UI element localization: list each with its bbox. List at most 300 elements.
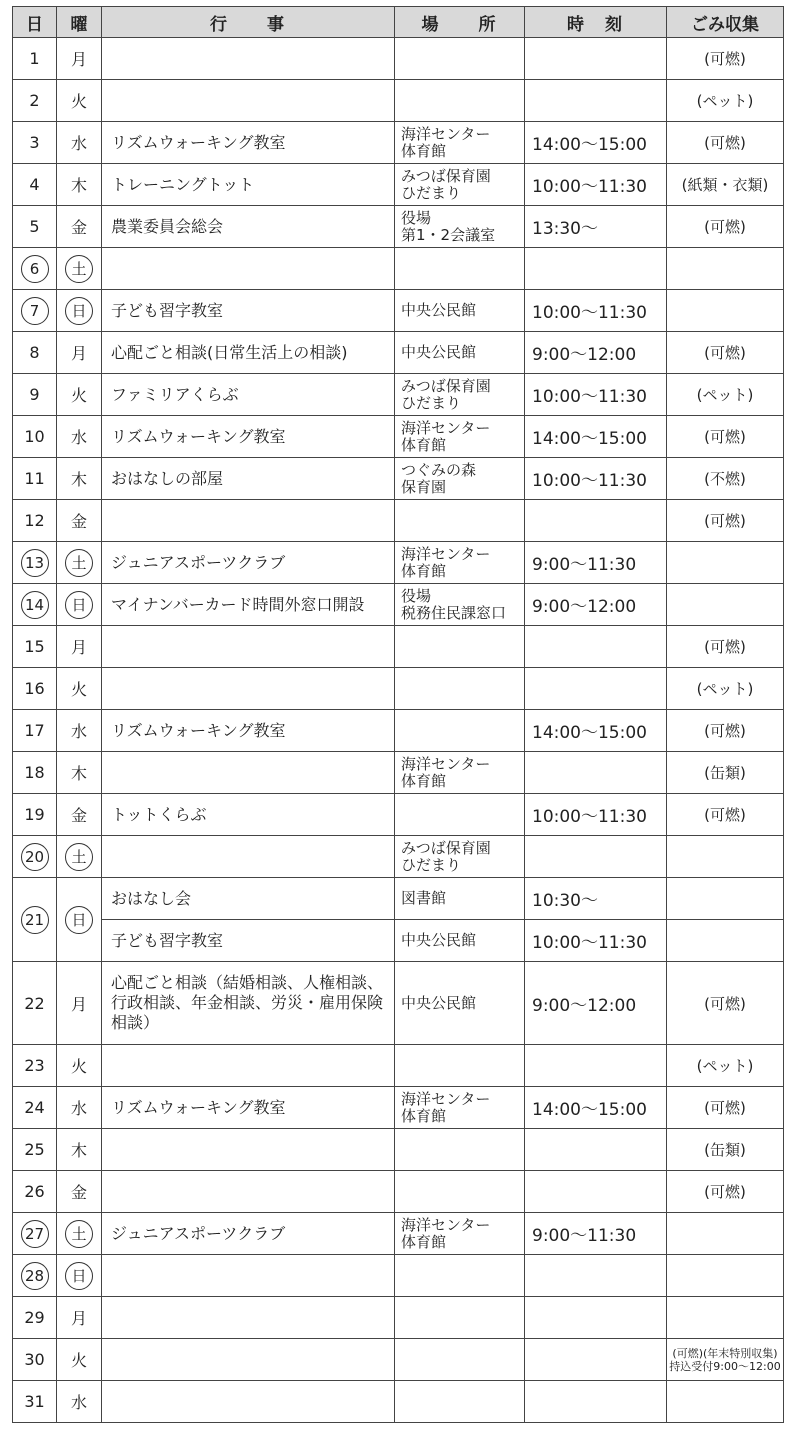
time-cell — [525, 626, 667, 668]
calendar-row — [13, 374, 784, 416]
day-cell — [13, 1297, 57, 1339]
event-cell — [102, 38, 395, 80]
day-cell — [13, 542, 57, 584]
place-line: 税務住民課窓口 — [401, 603, 507, 622]
weekday-label: 土 — [65, 1220, 93, 1248]
calendar-row — [13, 416, 784, 458]
garbage-line: (紙類・衣類) — [681, 176, 769, 194]
garbage-cell — [667, 962, 784, 1045]
weekday-label: 木 — [70, 764, 87, 783]
weekday-label: 水 — [70, 1393, 87, 1412]
garbage-line: (可燃) — [704, 218, 746, 236]
place-cell — [395, 584, 525, 626]
place-cell — [395, 668, 525, 710]
place-line: 第1・2会議室 — [401, 225, 496, 244]
weekday-label: 金 — [70, 806, 87, 825]
place-cell — [395, 1213, 525, 1255]
day-number: 16 — [24, 679, 45, 698]
weekday-cell — [57, 1381, 102, 1423]
place-line: 体育館 — [401, 1106, 447, 1125]
weekday-label: 火 — [70, 680, 87, 699]
garbage-line: (可燃) — [704, 1099, 746, 1117]
place-line: ひだまり — [401, 855, 462, 874]
event-cell — [102, 1339, 395, 1381]
weekday-cell — [57, 290, 102, 332]
time-cell: 14:00〜15:00 — [525, 1087, 667, 1129]
time-cell: 10:00〜11:30 — [525, 920, 667, 962]
time-cell: 9:00〜12:00 — [525, 584, 667, 626]
weekday-cell — [57, 962, 102, 1045]
event-cell: おはなしの部屋 — [102, 458, 395, 500]
garbage-cell — [667, 794, 784, 836]
weekday-cell — [57, 416, 102, 458]
place-cell — [395, 80, 525, 122]
day-number: 10 — [24, 427, 45, 446]
calendar-row — [13, 542, 784, 584]
place-line: 海洋センター — [401, 1089, 491, 1108]
time-cell: 9:00〜12:00 — [525, 332, 667, 374]
header-event: 行 事 — [102, 7, 395, 38]
place-line: 海洋センター — [401, 124, 491, 143]
place-cell — [395, 836, 525, 878]
calendar-row — [13, 248, 784, 290]
time-cell: 10:00〜11:30 — [525, 374, 667, 416]
weekday-cell — [57, 374, 102, 416]
day-number: 14 — [21, 591, 49, 619]
garbage-line: 持込受付9:00〜12:00 — [669, 1359, 781, 1373]
day-number: 30 — [24, 1350, 45, 1369]
weekday-cell — [57, 1129, 102, 1171]
garbage-cell — [667, 1381, 784, 1423]
calendar-row — [13, 1339, 784, 1381]
day-number: 7 — [21, 297, 49, 325]
place-cell — [395, 206, 525, 248]
weekday-label: 木 — [70, 470, 87, 489]
calendar-row — [13, 1255, 784, 1297]
garbage-line: (可燃) — [704, 1183, 746, 1201]
day-cell — [13, 80, 57, 122]
time-cell — [525, 80, 667, 122]
place-line: 中央公民館 — [401, 343, 477, 361]
time-cell — [525, 752, 667, 794]
calendar-row — [13, 584, 784, 626]
time-cell — [525, 1129, 667, 1171]
place-line: ひだまり — [401, 393, 462, 412]
day-number: 1 — [29, 49, 40, 68]
place-cell — [395, 374, 525, 416]
garbage-cell — [667, 374, 784, 416]
header-day: 日 — [13, 7, 57, 38]
day-cell — [13, 416, 57, 458]
calendar-row — [13, 920, 784, 962]
weekday-label: 火 — [70, 386, 87, 405]
garbage-cell — [667, 290, 784, 332]
event-cell — [102, 1255, 395, 1297]
place-cell — [395, 416, 525, 458]
event-cell: マイナンバーカード時間外窓口開設 — [102, 584, 395, 626]
event-cell: ジュニアスポーツクラブ — [102, 1213, 395, 1255]
calendar-row — [13, 1087, 784, 1129]
day-cell — [13, 710, 57, 752]
calendar-row — [13, 80, 784, 122]
event-cell — [102, 626, 395, 668]
event-cell: 農業委員会総会 — [102, 206, 395, 248]
time-cell: 13:30〜 — [525, 206, 667, 248]
weekday-cell — [57, 878, 102, 962]
garbage-line: (可燃) — [704, 512, 746, 530]
place-line: みつば保育園 — [401, 166, 491, 185]
day-number: 26 — [24, 1182, 45, 1201]
day-number: 23 — [24, 1056, 45, 1075]
place-cell — [395, 626, 525, 668]
weekday-cell — [57, 458, 102, 500]
day-cell — [13, 1045, 57, 1087]
day-cell — [13, 164, 57, 206]
weekday-label: 土 — [65, 549, 93, 577]
place-line: 中央公民館 — [401, 301, 477, 319]
place-line: ひだまり — [401, 183, 462, 202]
day-cell — [13, 38, 57, 80]
garbage-cell — [667, 1045, 784, 1087]
day-cell — [13, 1087, 57, 1129]
calendar-row — [13, 1171, 784, 1213]
event-cell — [102, 1171, 395, 1213]
calendar-row — [13, 1381, 784, 1423]
garbage-cell — [667, 206, 784, 248]
garbage-line: (可燃) — [704, 134, 746, 152]
garbage-cell — [667, 500, 784, 542]
day-number: 4 — [29, 175, 40, 194]
garbage-line: (可燃) — [704, 50, 746, 68]
day-cell — [13, 794, 57, 836]
garbage-line: (ペット) — [696, 1057, 754, 1075]
day-cell — [13, 206, 57, 248]
calendar-row — [13, 1045, 784, 1087]
event-cell — [102, 1045, 395, 1087]
day-cell — [13, 962, 57, 1045]
day-number: 12 — [24, 511, 45, 530]
place-cell — [395, 290, 525, 332]
calendar-row — [13, 668, 784, 710]
calendar-row — [13, 332, 784, 374]
place-line: 海洋センター — [401, 418, 491, 437]
garbage-cell — [667, 920, 784, 962]
place-cell — [395, 1087, 525, 1129]
time-cell — [525, 38, 667, 80]
weekday-label: 日 — [65, 906, 93, 934]
event-cell: 心配ごと相談（結婚相談、人権相談、行政相談、年金相談、労災・雇用保険相談） — [102, 962, 395, 1045]
place-cell — [395, 752, 525, 794]
day-cell — [13, 248, 57, 290]
weekday-cell — [57, 626, 102, 668]
weekday-cell — [57, 80, 102, 122]
garbage-line: (可燃) — [704, 638, 746, 656]
weekday-label: 火 — [70, 1351, 87, 1370]
place-line: 中央公民館 — [401, 993, 477, 1012]
place-line: 中央公民館 — [401, 931, 477, 949]
weekday-label: 金 — [70, 512, 87, 531]
place-line: 海洋センター — [401, 1215, 491, 1234]
time-cell — [525, 668, 667, 710]
garbage-cell — [667, 710, 784, 752]
time-cell — [525, 1297, 667, 1339]
time-cell: 9:00〜11:30 — [525, 1213, 667, 1255]
time-cell: 10:00〜11:30 — [525, 794, 667, 836]
event-cell — [102, 80, 395, 122]
weekday-label: 日 — [65, 1262, 93, 1290]
event-cell — [102, 500, 395, 542]
garbage-cell — [667, 1171, 784, 1213]
weekday-cell — [57, 1297, 102, 1339]
event-cell — [102, 752, 395, 794]
place-cell — [395, 962, 525, 1045]
garbage-line: (可燃) — [704, 344, 746, 362]
place-cell — [395, 1045, 525, 1087]
weekday-label: 月 — [70, 344, 87, 363]
garbage-cell — [667, 878, 784, 920]
place-line: みつば保育園 — [401, 838, 491, 857]
day-cell — [13, 332, 57, 374]
day-number: 19 — [24, 805, 45, 824]
weekday-cell — [57, 836, 102, 878]
garbage-cell — [667, 668, 784, 710]
calendar-row — [13, 836, 784, 878]
day-number: 22 — [24, 993, 45, 1013]
event-cell: おはなし会 — [102, 878, 395, 920]
time-cell — [525, 836, 667, 878]
garbage-cell — [667, 836, 784, 878]
day-number: 28 — [21, 1262, 49, 1290]
calendar-row — [13, 122, 784, 164]
place-cell — [395, 38, 525, 80]
day-cell — [13, 626, 57, 668]
place-cell — [395, 1171, 525, 1213]
garbage-cell — [667, 416, 784, 458]
day-number: 21 — [21, 906, 49, 934]
place-line: 図書館 — [401, 889, 447, 907]
event-cell: ジュニアスポーツクラブ — [102, 542, 395, 584]
time-cell — [525, 1381, 667, 1423]
event-cell — [102, 1381, 395, 1423]
event-cell: 子ども習字教室 — [102, 920, 395, 962]
weekday-cell — [57, 1171, 102, 1213]
calendar-row — [13, 710, 784, 752]
day-cell — [13, 1171, 57, 1213]
calendar-row — [13, 752, 784, 794]
day-cell — [13, 1381, 57, 1423]
event-cell — [102, 668, 395, 710]
weekday-cell — [57, 164, 102, 206]
garbage-line: (可燃) — [704, 994, 746, 1013]
day-number: 11 — [24, 469, 45, 488]
calendar-row — [13, 878, 784, 920]
weekday-label: 水 — [70, 722, 87, 741]
event-cell: トットくらぶ — [102, 794, 395, 836]
time-cell: 14:00〜15:00 — [525, 122, 667, 164]
weekday-cell — [57, 668, 102, 710]
place-cell — [395, 248, 525, 290]
day-cell — [13, 122, 57, 164]
place-cell — [395, 878, 525, 920]
calendar-row — [13, 290, 784, 332]
day-cell — [13, 500, 57, 542]
calendar-row — [13, 38, 784, 80]
place-line: 体育館 — [401, 435, 447, 454]
garbage-line: (ペット) — [696, 386, 754, 404]
garbage-line: (可燃)(年末特別収集) — [672, 1346, 778, 1360]
day-cell — [13, 1129, 57, 1171]
weekday-cell — [57, 122, 102, 164]
place-cell — [395, 1255, 525, 1297]
place-line: 体育館 — [401, 1232, 447, 1251]
weekday-label: 水 — [70, 134, 87, 153]
weekday-label: 木 — [70, 1141, 87, 1160]
day-number: 25 — [24, 1140, 45, 1159]
weekday-cell — [57, 710, 102, 752]
weekday-cell — [57, 206, 102, 248]
time-cell — [525, 248, 667, 290]
garbage-line: (可燃) — [704, 806, 746, 824]
place-line: 体育館 — [401, 771, 447, 790]
day-number: 5 — [29, 217, 40, 236]
place-cell — [395, 920, 525, 962]
garbage-cell — [667, 1213, 784, 1255]
place-line: 体育館 — [401, 141, 447, 160]
calendar-row — [13, 1129, 784, 1171]
calendar-row — [13, 962, 784, 1045]
garbage-cell — [667, 542, 784, 584]
day-number: 18 — [24, 763, 45, 782]
calendar-row — [13, 500, 784, 542]
weekday-cell — [57, 248, 102, 290]
event-calendar-table — [12, 6, 784, 1423]
place-cell — [395, 794, 525, 836]
event-cell: ファミリアくらぶ — [102, 374, 395, 416]
event-cell — [102, 248, 395, 290]
weekday-label: 日 — [65, 297, 93, 325]
place-cell — [395, 1381, 525, 1423]
event-cell — [102, 836, 395, 878]
place-line: みつば保育園 — [401, 376, 491, 395]
day-cell — [13, 584, 57, 626]
weekday-label: 金 — [70, 218, 87, 237]
day-cell — [13, 374, 57, 416]
day-cell — [13, 290, 57, 332]
weekday-label: 月 — [70, 50, 87, 69]
event-cell: リズムウォーキング教室 — [102, 1087, 395, 1129]
day-number: 24 — [24, 1098, 45, 1117]
garbage-line: (可燃) — [704, 428, 746, 446]
weekday-label: 水 — [70, 428, 87, 447]
weekday-label: 日 — [65, 591, 93, 619]
weekday-cell — [57, 794, 102, 836]
place-line: 海洋センター — [401, 754, 491, 773]
garbage-cell — [667, 626, 784, 668]
event-cell — [102, 1297, 395, 1339]
time-cell — [525, 1339, 667, 1381]
garbage-cell — [667, 80, 784, 122]
day-number: 9 — [29, 385, 40, 404]
day-number: 27 — [21, 1220, 49, 1248]
weekday-cell — [57, 1255, 102, 1297]
day-cell — [13, 1213, 57, 1255]
header-place: 場 所 — [395, 7, 525, 38]
place-cell — [395, 710, 525, 752]
place-cell — [395, 1129, 525, 1171]
day-cell — [13, 1339, 57, 1381]
place-cell — [395, 458, 525, 500]
day-cell — [13, 836, 57, 878]
garbage-cell — [667, 122, 784, 164]
header-garbage: ごみ収集 — [667, 7, 784, 38]
day-number: 2 — [29, 91, 40, 110]
place-cell — [395, 1297, 525, 1339]
garbage-cell — [667, 1129, 784, 1171]
garbage-cell — [667, 248, 784, 290]
day-number: 29 — [24, 1308, 45, 1327]
garbage-cell — [667, 164, 784, 206]
day-number: 20 — [21, 843, 49, 871]
event-cell: リズムウォーキング教室 — [102, 122, 395, 164]
weekday-label: 火 — [70, 92, 87, 111]
place-line: つぐみの森 — [401, 460, 477, 479]
day-number: 15 — [24, 637, 45, 656]
garbage-cell — [667, 332, 784, 374]
place-line: 役場 — [401, 586, 432, 605]
header-time: 時 刻 — [525, 7, 667, 38]
time-cell: 14:00〜15:00 — [525, 710, 667, 752]
garbage-cell — [667, 1255, 784, 1297]
calendar-row — [13, 1213, 784, 1255]
day-cell — [13, 1255, 57, 1297]
day-number: 3 — [29, 133, 40, 152]
time-cell: 9:00〜11:30 — [525, 542, 667, 584]
time-cell — [525, 1045, 667, 1087]
weekday-label: 月 — [70, 994, 87, 1014]
place-cell — [395, 164, 525, 206]
garbage-cell — [667, 584, 784, 626]
place-line: 体育館 — [401, 561, 447, 580]
time-cell — [525, 1171, 667, 1213]
time-cell: 10:30〜 — [525, 878, 667, 920]
garbage-line: (缶類) — [704, 764, 746, 782]
time-cell: 10:00〜11:30 — [525, 164, 667, 206]
garbage-line: (可燃) — [704, 722, 746, 740]
weekday-label: 土 — [65, 843, 93, 871]
calendar-row — [13, 206, 784, 248]
garbage-line: (ペット) — [696, 680, 754, 698]
place-cell — [395, 500, 525, 542]
weekday-cell — [57, 1045, 102, 1087]
weekday-label: 月 — [70, 1309, 87, 1328]
place-line: 役場 — [401, 208, 432, 227]
weekday-cell — [57, 500, 102, 542]
place-line: 保育園 — [401, 477, 447, 496]
day-number: 6 — [21, 255, 49, 283]
garbage-line: (ペット) — [696, 92, 754, 110]
weekday-cell — [57, 1339, 102, 1381]
weekday-cell — [57, 542, 102, 584]
time-cell: 10:00〜11:30 — [525, 458, 667, 500]
weekday-cell — [57, 752, 102, 794]
garbage-cell — [667, 458, 784, 500]
garbage-line: (缶類) — [704, 1141, 746, 1159]
calendar-row — [13, 626, 784, 668]
place-line: 海洋センター — [401, 544, 491, 563]
day-cell — [13, 752, 57, 794]
place-cell — [395, 542, 525, 584]
weekday-label: 月 — [70, 638, 87, 657]
